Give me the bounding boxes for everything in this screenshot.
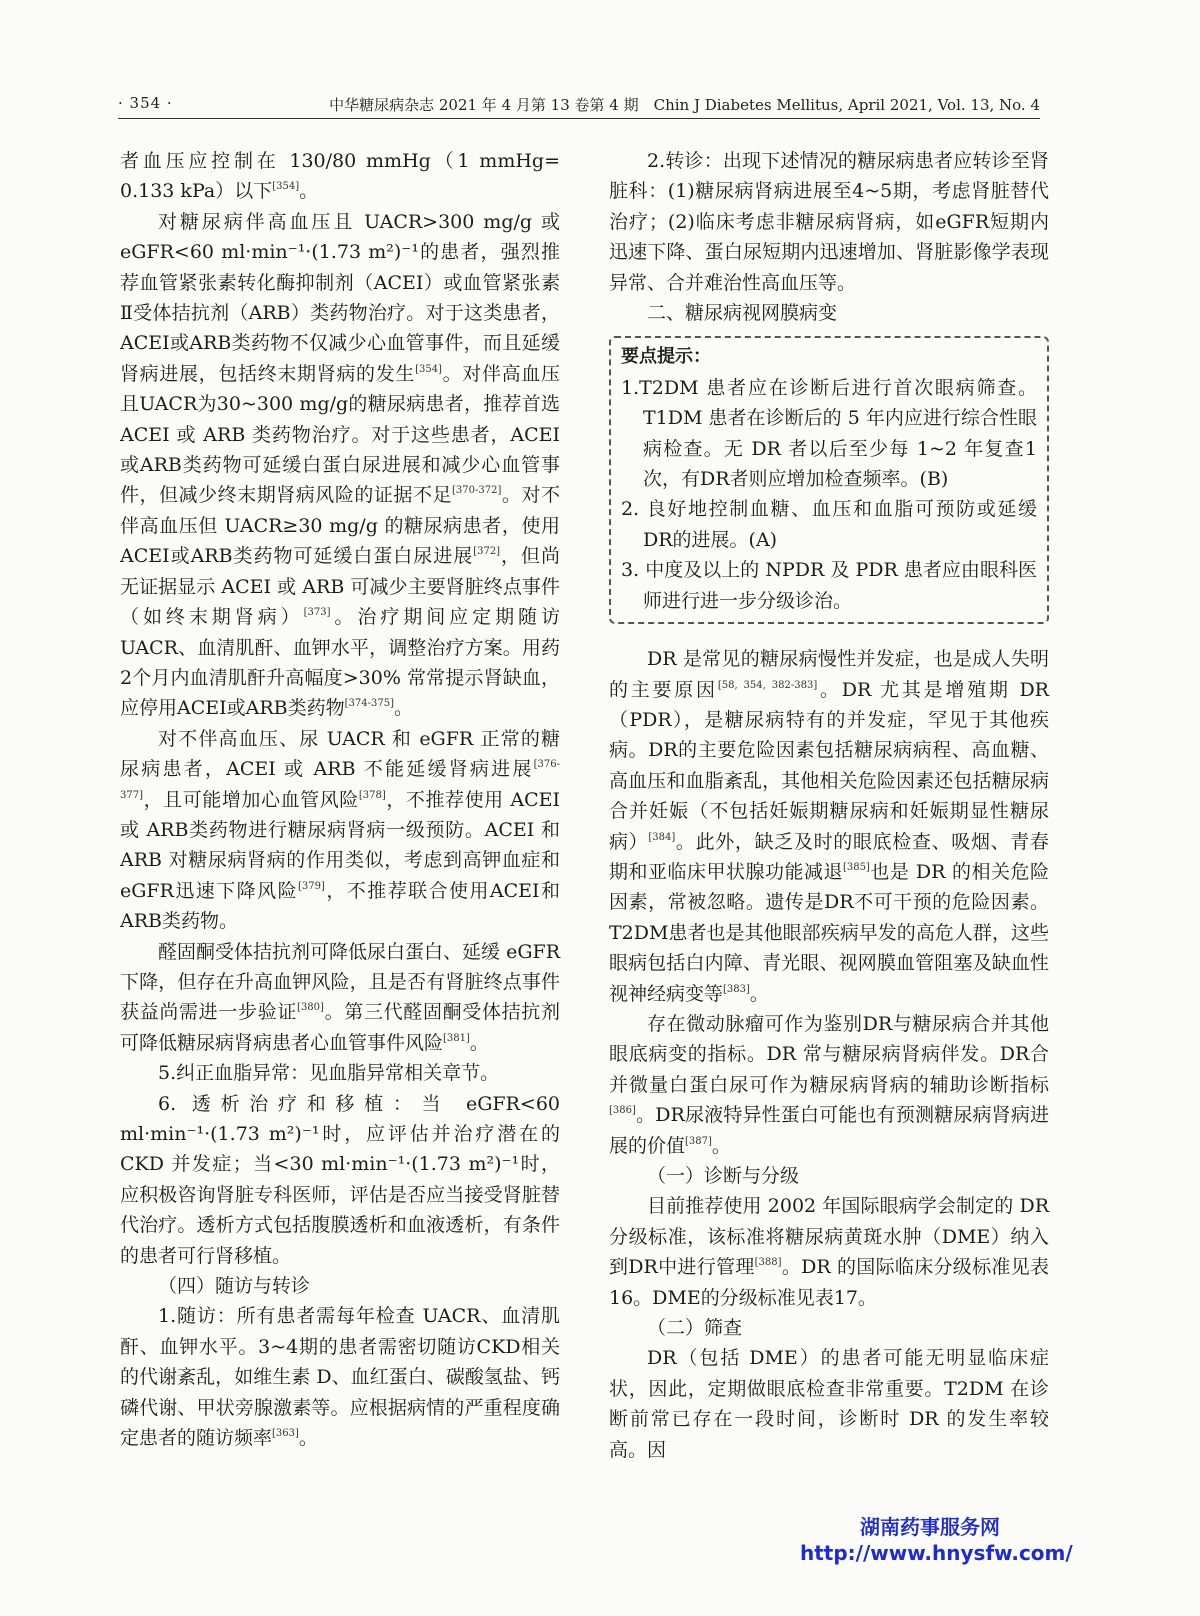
paragraph: 2.转诊：出现下述情况的糖尿病患者应转诊至肾脏科：(1)糖尿病肾病进展至4~5期，考虑肾脏替代治疗；(2)临床考虑非糖尿病肾病，如eGFR短期内迅速下降、蛋白尿短期内迅速增加、肾脏影像学表现异常、合并难治性高血压等。 [609,150,1049,294]
right-column [609,146,1049,1465]
citation: [384] [648,831,676,843]
citation: [363] [272,1428,299,1440]
citation: [370-372] [452,485,502,497]
section-heading: （四）随访与转诊 [158,1275,311,1298]
paragraph: 1.随访：所有患者需每年检查 UACR、血清肌酐、血钾水平。3~4期的患者需密切随访CKD相关的代谢紊乱，如维生素 D、血红蛋白、碳酸氢盐、钙磷代谢、甲状旁腺激素等。应根据病情的严重程度确定患者的随访频率[363]。 [120,1305,560,1450]
citation: [381] [443,1032,470,1044]
citation: [354] [415,363,442,375]
page-number: · 354 · [118,94,173,112]
citation: [380] [297,1002,324,1014]
citation: [385] [842,861,870,873]
paragraph: DR 是常见的糖尿病慢性并发症，也是成人失明的主要原因[58, 354, 382-383]。DR 尤其是增殖期 DR（PDR），是糖尿病特有的并发症，罕见于其他疾病。DR的主要危险因素包括糖尿病病程、高血糖、高血压和血脂紊乱，其他相关危险因素还包括糖尿病合并妊娠（不包括妊娠期糖尿病和妊娠期显性糖尿病）[384]。此外，缺乏及时的眼底检查、吸烟、青春期和亚临床甲状腺功能减退[385]也是 DR 的相关危险因素，常被忽略。遗传是DR不可干预的危险因素。T2DM患者也是其他眼部疾病早发的高危人群，这些眼病包括白内障、青光眼、视网膜血管阻塞及缺血性视神经病变等[383]。 [609,648,1049,1005]
section-heading: （二）筛查 [647,1317,743,1340]
citation: [372] [473,546,501,558]
citation: [354] [272,181,300,193]
citation: [374-375] [344,698,394,710]
citation: [388] [754,1257,782,1269]
section-heading: 二、糖尿病视网膜病变 [647,302,838,325]
citation: [379] [298,880,325,892]
citation: [386] [609,1105,636,1117]
citation: [376-377] [120,759,560,801]
paragraph: 存在微动脉瘤可作为鉴别DR与糖尿病合并其他眼底病变的指标。DR 常与糖尿病肾病伴发。DR合并微量白蛋白尿可作为糖尿病肾病的辅助诊断指标[386]。DR尿液特异性蛋白可能也有预测糖尿病肾病进展的价值[387]。 [609,1012,1049,1157]
journal-citation: 中华糖尿病杂志 2021 年 4 月第 13 卷第 4 期 Chin J Diabetes Mellitus, April 2021, Vol. 13, No. 4 [329,96,1040,114]
left-column [120,146,560,1453]
key-point-item: 1.T2DM 患者应在诊断后进行首次眼病筛查。T1DM 患者在诊断后的 5 年内应进行综合性眼病检查。无 DR 者以后至少每 1~2 年复查1次，有DR者则应增加检查频率。(B) [621,376,1037,491]
section-heading: （一）诊断与分级 [647,1165,800,1187]
citation: [383] [723,983,750,995]
paragraph: 5.纠正血脂异常：见血脂异常相关章节。 [158,1062,500,1085]
paragraph: 者血压应控制在 130/80 mmHg（1 mmHg= 0.133 kPa）以下[354]。 [120,150,560,203]
key-point-item: 2. 良好地控制血糖、血压和血脂可预防或延缓 DR的进展。(A) [621,498,1037,551]
paragraph: DR（包括 DME）的患者可能无明显临床症状，因此，定期做眼底检查非常重要。T2DM 在诊断前常已存在一段时间，诊断时 DR 的发生率较高。因 [609,1347,1049,1461]
citation: [387] [685,1135,712,1147]
key-points-title: 要点提示： [621,346,711,368]
paragraph: 对不伴高血压、尿 UACR 和 eGFR 正常的糖尿病患者，ACEI 或 ARB 不能延缓肾病进展[376-377]，且可能增加心血管风险[378]，不推荐使用 ACEI 或 ARB类药物进行糖尿病肾病一级预防。ACEI 和 ARB 对糖尿病肾病的作用类似，考虑到高钾血症和 eGFR迅速下降风险[379]，不推荐联合使用ACEI和ARB类药物。 [120,727,560,933]
citation: [378] [358,789,386,801]
site-watermark [800,1514,1073,1566]
watermark-url-link[interactable]: http://www.hnysfw.com/ [800,1541,1073,1565]
paragraph: 醛固酮受体拮抗剂可降低尿白蛋白、延缓 eGFR下降，但存在升高血钾风险，且是否有肾脏终点事件获益尚需进一步验证[380]。第三代醛固酮受体拮抗剂可降低糖尿病肾病患者心血管事件风险[381]。 [120,940,560,1054]
watermark-site-name: 湖南药事服务网 [860,1515,1000,1539]
citation: [373] [303,607,331,619]
paragraph: 对糖尿病伴高血压且 UACR>300 mg/g 或 eGFR<60 ml·min⁻¹·(1.73 m²)⁻¹的患者，强烈推荐血管紧张素转化酶抑制剂（ACEI）或血管紧张素Ⅱ受体拮抗剂（ARB）类药物治疗。对于这类患者，ACEI或ARB类药物不仅减少心血管事件，而且延缓肾病进展，包括终末期肾病的发生[354]。对伴高血压且UACR为30~300 mg/g的糖尿病患者，推荐首选 ACEI 或 ARB 类药物治疗。对于这些患者，ACEI或ARB类药物可延缓白蛋白尿进展和减少心血管事件，但减少终末期肾病风险的证据不足[370-372]。对不伴高血压但 UACR≥30 mg/g 的糖尿病患者，使用ACEI或ARB类药物可延缓白蛋白尿进展[372]，但尚无证据显示 ACEI 或 ARB 可减少主要肾脏终点事件（如终末期肾病）[373]。治疗期间应定期随访 UACR、血清肌酐、血钾水平，调整治疗方案。用药2个月内血清肌酐升高幅度>30% 常常提示肾缺血，应停用ACEI或ARB类药物[374-375]。 [120,210,560,720]
key-points-box [609,336,1049,624]
paragraph: 目前推荐使用 2002 年国际眼病学会制定的 DR 分级标准，该标准将糖尿病黄斑水肿（DME）纳入到DR中进行管理[388]。DR 的国际临床分级标准见表16。DME的分级标准见表17。 [609,1195,1049,1309]
citation: [58, 354, 382-383] [717,679,818,691]
running-header [118,92,1040,119]
paragraph: 6. 透析治疗和移植：当 eGFR<60 ml·min⁻¹·(1.73 m²)⁻¹时，应评估并治疗潜在的 CKD 并发症；当<30 ml·min⁻¹·(1.73 m²)⁻¹时，应积极咨询肾脏专科医师，评估是否应当接受肾脏替代治疗。透析方式包括腹膜透析和血液透析，有条件的患者可行肾移植。 [120,1092,560,1267]
key-point-item: 3. 中度及以上的 NPDR 及 PDR 患者应由眼科医师进行进一步分级诊治。 [621,559,1037,612]
